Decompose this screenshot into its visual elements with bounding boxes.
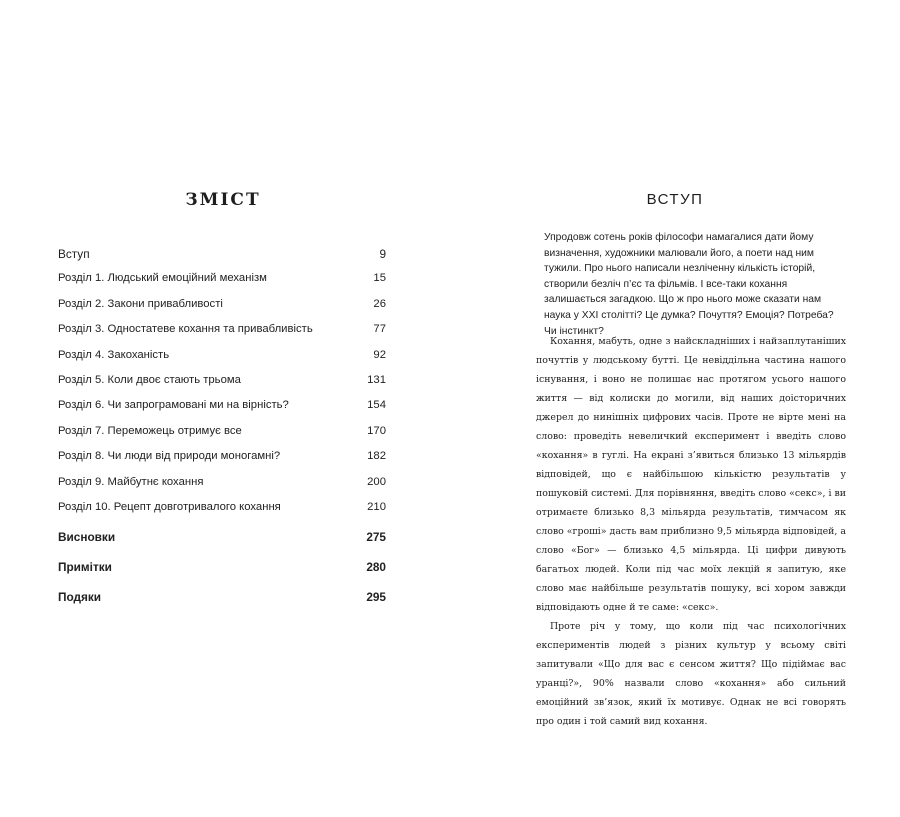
toc-item-chapter-4[interactable] [58, 349, 386, 374]
toc-item-page: 275 [366, 530, 386, 545]
toc-item-label: Вступ [58, 247, 90, 261]
toc-item-chapter-6[interactable] [58, 399, 386, 424]
toc-item-label: Примітки [58, 560, 112, 575]
intro-heading: ВСТУП [646, 191, 704, 208]
toc-item-label: Розділ 6. Чи запрограмовані ми на вірність? [58, 399, 289, 412]
toc-item-chapter-1[interactable] [58, 272, 386, 297]
table-of-contents [58, 247, 386, 620]
toc-item-label: Розділ 8. Чи люди від природи моногамні? [58, 450, 281, 463]
toc-item-label: Розділ 3. Одностатеве кохання та привабливість [58, 323, 313, 336]
toc-item-page: 295 [366, 590, 386, 605]
toc-item-page: 15 [373, 272, 386, 285]
paragraph: Кохання, мабуть, одне з найскладніших і найзаплутаніших почуттів у людському бутті. Це невіддільна частина нашого існування, і воно не полишає нас протягом усього нашого життя — від колиски до могили, від наших доісторичних джерел до нинішніх цифрових часів. Проте не вірте мені на слово: проведіть невеличкий експеримент і введіть слово «кохання» в гуглі. На екрані з’явиться близько 13 мільярдів відповідей, що є найбільшою кількістю результатів у пошуковій системі. Для порівняння, введіть слово «секс», і ви отримаєте близько 8,3 мільярда результатів, тимчасом як слово «гроші» дасть вам приблизно 9,5 мільярда відповідей, а слово «Бог» — близько 4,5 мільярда. Ці цифри дивують багатьох людей. Коли під час моїх лекцій я запитую, яке слово має найбільше результатів пошуку, всі хором завжди відповідають одне й те саме: «секс». [536, 336, 846, 613]
epigraph: Упродовж сотень років філософи намагалися дати йому визначення, художники малювали його, а поети над ним тужили. Про нього написали незліченну кількість історій, створили безліч п’єс та фільмів. І все-таки кохання залишається загадкою. Що ж про нього може сказати нам наука у XXI столітті? Це думка? Почуття? Емоція? Потреба? Чи інстинкт? [544, 232, 834, 337]
toc-item-page: 154 [367, 399, 386, 412]
toc-item-conclusions[interactable] [58, 530, 386, 560]
toc-item-label: Розділ 4. Закоханість [58, 348, 170, 361]
toc-item-label: Розділ 5. Коли двоє стають трьома [58, 373, 241, 386]
toc-item-page: 92 [373, 348, 386, 361]
toc-item-label: Розділ 7. Переможець отримує все [58, 424, 242, 437]
toc-item-page: 210 [367, 500, 386, 513]
toc-item-chapter-8[interactable] [58, 450, 386, 475]
toc-item-notes[interactable] [58, 560, 386, 590]
toc-item-chapter-2[interactable] [58, 298, 386, 323]
toc-item-label: Розділ 9. Майбутнє кохання [58, 475, 204, 488]
toc-title: ЗМІСТ [185, 190, 261, 210]
toc-item-page: 170 [367, 424, 386, 437]
toc-item-chapter-5[interactable] [58, 374, 386, 399]
toc-item-page: 26 [373, 297, 386, 310]
toc-item-chapter-3[interactable] [58, 323, 386, 348]
toc-item-intro[interactable] [58, 247, 386, 272]
toc-item-chapter-9[interactable] [58, 476, 386, 501]
toc-item-page: 200 [367, 475, 386, 488]
toc-item-page: 9 [379, 247, 386, 261]
toc-item-label: Розділ 2. Закони привабливості [58, 297, 223, 310]
toc-item-acknowledgements[interactable] [58, 590, 386, 620]
toc-item-page: 182 [367, 450, 386, 463]
toc-item-label: Розділ 1. Людський емоційний механізм [58, 272, 267, 285]
body-text [536, 332, 846, 731]
toc-item-page: 77 [373, 323, 386, 336]
toc-item-label: Розділ 10. Рецепт довготривалого кохання [58, 500, 281, 513]
toc-item-chapter-10[interactable] [58, 501, 386, 526]
toc-item-page: 131 [367, 373, 386, 386]
right-page [450, 0, 900, 817]
toc-item-chapter-7[interactable] [58, 425, 386, 450]
paragraph: Проте річ у тому, що коли під час психологічних експериментів людей з різних культур у всьому світі запитували «Що для вас є сенсом життя? Що підіймає вас уранці?», 90% назвали слово «кохання» або сильний емоційний зв’язок, який їх мотивує. Однак не всі говорять про один і той самий вид кохання. [536, 621, 846, 727]
toc-item-page: 280 [366, 560, 386, 575]
toc-item-label: Висновки [58, 530, 116, 545]
toc-item-label: Подяки [58, 590, 102, 605]
